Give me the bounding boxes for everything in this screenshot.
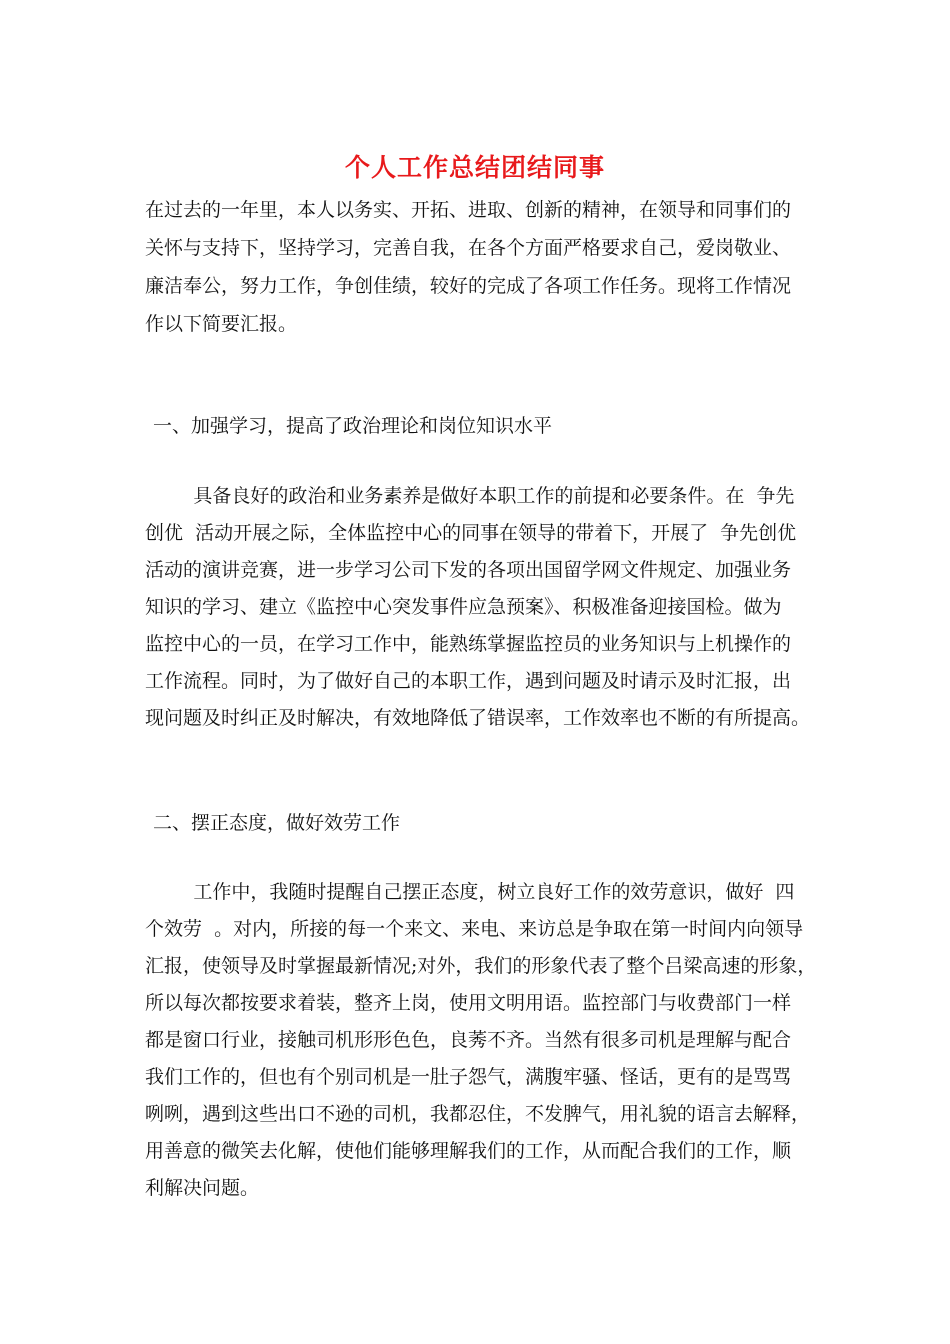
intro-line-3: 廉洁奉公，努力工作，争创佳绩，较好的完成了各项工作任务。现将工作情况 — [145, 275, 792, 297]
section-2-heading: 二、摆正态度，做好效劳工作 — [153, 812, 401, 834]
section-2-line-9: 利解决问题。 — [145, 1177, 260, 1199]
section-1-heading: 一、加强学习，提高了政治理论和岗位知识水平 — [153, 415, 553, 437]
section-2-line-5: 都是窗口行业，接触司机形形色色，良莠不齐。当然有很多司机是理解与配合 — [145, 1029, 792, 1051]
section-2-line-4: 所以每次都按要求着装，整齐上岗，使用文明用语。监控部门与收费部门一样 — [145, 992, 792, 1014]
section-2-line-2: 个效劳 。对内，所接的每一个来文、来电、来访总是争取在第一时间内向领导 — [145, 918, 804, 940]
section-2-line-8: 用善意的微笑去化解，使他们能够理解我们的工作，从而配合我们的工作，顺 — [145, 1140, 792, 1162]
intro-line-2: 关怀与支持下，坚持学习，完善自我，在各个方面严格要求自己，爱岗敬业、 — [145, 237, 792, 259]
section-2-line-1: 工作中，我随时提醒自己摆正态度，树立良好工作的效劳意识，做好 四 — [145, 881, 795, 903]
section-1-line-1: 具备良好的政治和业务素养是做好本职工作的前提和必要条件。在 争先 — [145, 485, 795, 507]
section-2-line-6: 我们工作的，但也有个别司机是一肚子怨气，满腹牢骚、怪话，更有的是骂骂 — [145, 1066, 792, 1088]
section-1-line-3: 活动的演讲竞赛，进一步学习公司下发的各项出国留学网文件规定、加强业务 — [145, 559, 792, 581]
intro-line-1: 在过去的一年里，本人以务实、开拓、进取、创新的精神，在领导和同事们的 — [145, 199, 792, 221]
section-1-line-2: 创优 活动开展之际，全体监控中心的同事在领导的带着下，开展了 争先创优 — [145, 522, 797, 544]
document-title: 个人工作总结团结同事 — [344, 153, 605, 182]
section-1-line-7: 现问题及时纠正及时解决，有效地降低了错误率，工作效率也不断的有所提高。 — [145, 707, 811, 729]
intro-line-4: 作以下简要汇报。 — [145, 313, 298, 335]
section-1-line-4: 知识的学习、建立《监控中心突发事件应急预案》、积极准备迎接国检。做为 — [145, 596, 782, 618]
section-2-line-3: 汇报，使领导及时掌握最新情况;对外，我们的形象代表了整个吕梁高速的形象， — [145, 955, 817, 977]
section-1-line-6: 工作流程。同时，为了做好自己的本职工作，遇到问题及时请示及时汇报，出 — [145, 670, 792, 692]
section-2-line-7: 咧咧，遇到这些出口不逊的司机，我都忍住，不发脾气，用礼貌的语言去解释， — [145, 1103, 811, 1125]
section-1-line-5: 监控中心的一员，在学习工作中，能熟练掌握监控员的业务知识与上机操作的 — [145, 633, 792, 655]
